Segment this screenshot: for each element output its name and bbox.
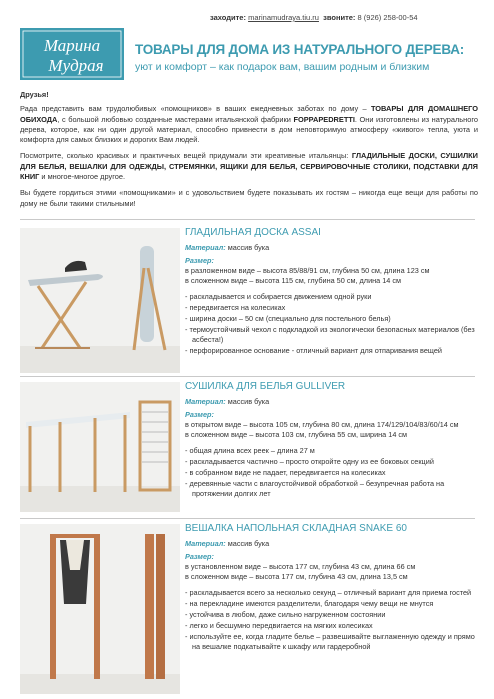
feature-item: - на перекладине имеются разделители, благодаря чему вещи не мнутся: [185, 599, 480, 609]
intro-p1-c: , с большой любовью созданные мастерами итальянской фабрики: [57, 114, 294, 124]
feature-item: - используйте ее, когда гладите белье – развешивайте выглаженную одежду и прямо на вешалке подкатывайте к шкафу или гардеробной: [185, 632, 480, 652]
material-label: Материал:: [185, 539, 226, 548]
feature-item: - раскладывается частично – просто откройте одну из ее боковых секций: [185, 457, 480, 467]
feature-item: - раскладывается всего за несколько секунд – отличный вариант для приема гостей: [185, 588, 480, 598]
page-subtitle: уют и комфорт – как подарок вам, вашим родным и близким: [135, 61, 430, 73]
intro-paragraph-3: Вы будете гордиться этими «помощниками» и с удовольствием будете показывать их гостям – никогда еще вещи для работы по дому не были такими стильными!: [20, 188, 478, 208]
call-label: звоните:: [323, 13, 356, 22]
intro-p1-a: Рада представить вам трудолюбивых «помощников» в ваших ежедневных заботах по дому –: [20, 104, 371, 114]
contact-line: [210, 13, 418, 22]
product-info-coat-rack: [185, 524, 480, 653]
product-photo-coat-rack: [20, 524, 180, 694]
material-row: [185, 243, 480, 253]
intro-p2-a: Посмотрите, сколько красивых и практичных вещей придумали эти креативные итальянцы:: [20, 151, 352, 161]
page-title: ТОВАРЫ ДЛЯ ДОМА ИЗ НАТУРАЛЬНОГО ДЕРЕВА:: [135, 42, 465, 57]
headline: [135, 42, 485, 73]
size-line: в сложенном виде – высота 103 см, глубина 55 см, ширина 14 см: [185, 430, 408, 439]
feature-item: - раскладывается и собирается движением одной руки: [185, 292, 480, 302]
feature-list: [185, 446, 480, 499]
material-label: Материал:: [185, 397, 226, 406]
feature-item: - устойчива в любом, даже сильно нагруженном состоянии: [185, 610, 480, 620]
feature-item: - легко и бесшумно передвигается на мягких колесиках: [185, 621, 480, 631]
size-label: Размер:: [185, 256, 214, 265]
visit-label: заходите:: [210, 13, 246, 22]
intro-p1-b: ТОВАРЫ ДЛЯ ДОМАШНЕГО ОБИХОДА: [20, 104, 478, 124]
site-link[interactable]: marinamudraya.tiu.ru: [248, 13, 319, 22]
feature-item: - передвигается на колесиках: [185, 303, 480, 313]
product-info-clothes-dryer: [185, 382, 480, 500]
divider: [20, 376, 475, 377]
size-list: [185, 266, 480, 286]
divider: [20, 518, 475, 519]
material-label: Материал:: [185, 243, 226, 252]
intro-text: [20, 90, 478, 215]
greeting: Друзья!: [20, 90, 49, 99]
feature-item: - в собранном виде не падает, передвигается на колесиках: [185, 468, 480, 478]
feature-item: - общая длина всех реек – длина 27 м: [185, 446, 480, 456]
size-label: Размер:: [185, 410, 214, 419]
intro-p2-c: и многое-многое другое.: [39, 172, 126, 182]
product-title: ВЕШАЛКА НАПОЛЬНАЯ СКЛАДНАЯ SNAKE 60: [185, 523, 407, 534]
phone-number: 8 (926) 258-00-54: [357, 13, 418, 22]
feature-item: - перфорированное основание - отличный вариант для отпаривания вещей: [185, 346, 480, 356]
size-label: Размер:: [185, 552, 214, 561]
size-line: в установленном виде – высота 177 см, глубина 43 см, длина 66 см: [185, 562, 416, 571]
material-row: [185, 539, 480, 549]
brand-name: FOPPAPEDRETTI: [293, 114, 355, 124]
product-photo-ironing-board: [20, 228, 180, 373]
intro-paragraph-2: [20, 151, 478, 182]
material-value: массив бука: [227, 397, 270, 406]
feature-item: - термоустойчивый чехол с подкладкой из экологически безопасных материалов (без асбеста!): [185, 325, 480, 345]
intro-p2-b: ГЛАДИЛЬНЫЕ ДОСКИ, СУШИЛКИ ДЛЯ БЕЛЬЯ, ВЕШАЛКИ ДЛЯ ОДЕЖДЫ, СТРЕМЯНКИ, ЯЩИКИ ДЛЯ БЕЛЬЯ, СЕРВИРОВОЧНЫЕ СТОЛИКИ, ПОДСТАВКИ ДЛЯ КНИГ: [20, 151, 478, 182]
size-list: [185, 420, 480, 440]
material-value: массив бука: [227, 539, 270, 548]
product-title: СУШИЛКА ДЛЯ БЕЛЬЯ GULLIVER: [185, 381, 346, 392]
intro-paragraph-1: [20, 104, 478, 145]
size-list: [185, 562, 480, 582]
logo-graphic: [20, 28, 124, 80]
material-value: массив бука: [227, 243, 270, 252]
feature-list: [185, 588, 480, 652]
feature-item: - ширина доски – 50 см (специально для постельного белья): [185, 314, 480, 324]
size-line: в открытом виде – высота 105 см, глубина 80 см, длина 174/129/104/83/60/14 см: [185, 420, 459, 429]
product-title: ГЛАДИЛЬНАЯ ДОСКА ASSAI: [185, 227, 321, 238]
intro-p1-e: . Они изготовлены из натурального дерева, которое, как ни один другой материал, способно привнести в дом неповторимую атмосферу «живого» тепла, уюта и комфорта для самых близких и дорогих Вам людей.: [20, 114, 478, 145]
size-line: в разложенном виде – высота 85/88/91 см, глубина 50 см, длина 123 см: [185, 266, 430, 275]
size-line: в сложенном виде – высота 177 см, глубина 43 см, длина 13,5 см: [185, 572, 408, 581]
size-line: в сложенном виде – высота 115 см, глубина 50 см, длина 14 см: [185, 276, 402, 285]
product-info-ironing-board: [185, 228, 480, 357]
logo-line1: Марина: [43, 36, 101, 55]
material-row: [185, 397, 480, 407]
divider: [20, 219, 475, 220]
logo-line2: Мудрая: [48, 56, 104, 75]
feature-item: - деревянные части с влагоустойчивой обработкой – безупречная работа на протяжении долгих лет: [185, 479, 480, 499]
brand-logo: [20, 28, 124, 80]
product-photo-clothes-dryer: [20, 382, 180, 512]
feature-list: [185, 292, 480, 356]
